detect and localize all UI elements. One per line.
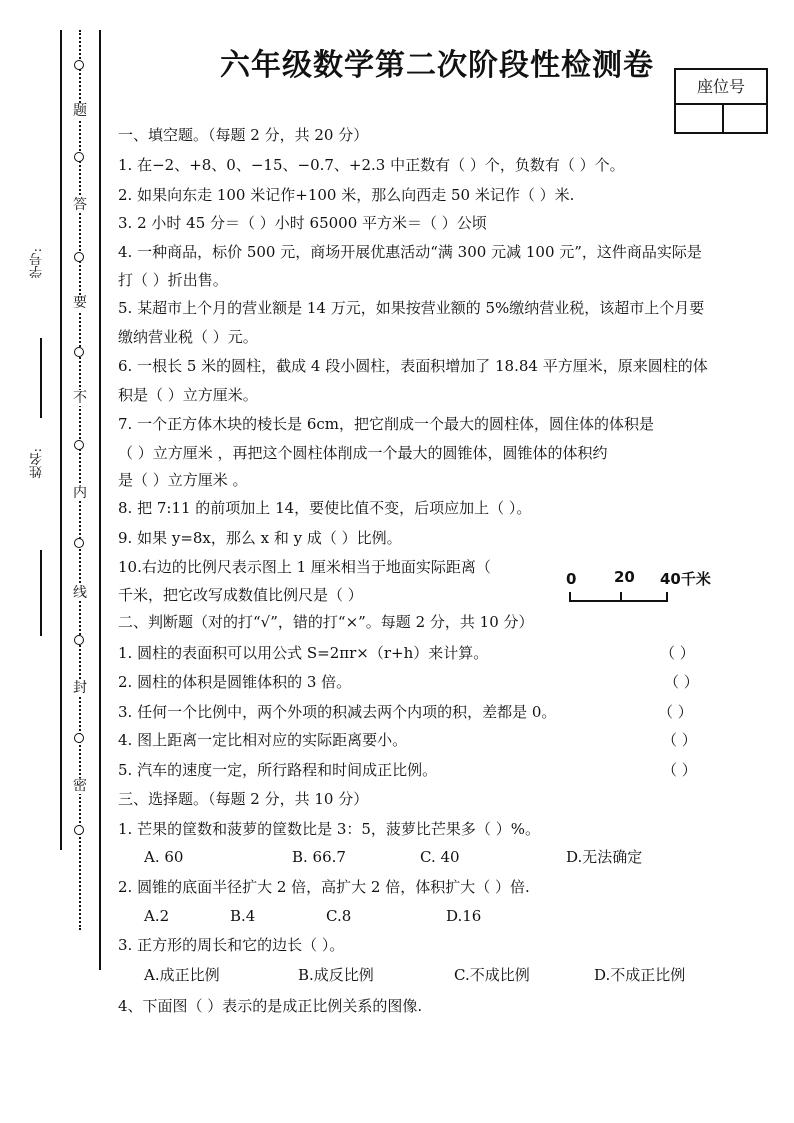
- question-line: 缴纳营业税（ ）元。: [118, 328, 258, 346]
- question-line: 6. 一根长 5 米的圆柱，截成 4 段小圆柱，表面积增加了 18.84 平方厘米，原来圆柱的体: [118, 357, 708, 375]
- binding-outer-line: [60, 30, 62, 850]
- seat-number-cell[interactable]: [720, 103, 766, 132]
- judge-blank[interactable]: （ ）: [664, 673, 699, 691]
- question-line: 10.右边的比例尺表示图上 1 厘米相当于地面实际距离（: [118, 558, 491, 576]
- binding-circle: [74, 635, 84, 645]
- name-field[interactable]: [40, 550, 42, 636]
- seat-number-label: 座位号: [676, 70, 766, 105]
- question-line: 9. 如果 y=8x，那么 x 和 y 成（ ）比例。: [118, 529, 402, 547]
- binding-circle: [74, 440, 84, 450]
- binding-char: 题: [73, 103, 87, 119]
- binding-circle: [74, 152, 84, 162]
- choice-question: 1. 芒果的筐数和菠萝的筐数比是 3：5，菠萝比芒果多（ ）%。: [118, 820, 540, 838]
- question-line: 1. 在−2、+8、0、−15、−0.7、+2.3 中正数有（ ）个，负数有（ ）个。: [118, 156, 625, 174]
- choice-question: 2. 圆锥的底面半径扩大 2 倍，高扩大 2 倍，体积扩大（ ）倍.: [118, 878, 530, 896]
- seat-number-box: [674, 68, 768, 134]
- student-id-field[interactable]: [40, 338, 42, 418]
- section-heading-choice: 三、选择题。（每题 2 分，共 10 分）: [118, 790, 369, 808]
- binding-char: 线: [73, 585, 87, 601]
- choice-question: 3. 正方形的周长和它的边长（ ）。: [118, 936, 345, 954]
- choice-option[interactable]: B. 66.7: [292, 848, 346, 866]
- binding-circle: [74, 538, 84, 548]
- binding-circle: [74, 252, 84, 262]
- binding-circle: [74, 733, 84, 743]
- question-line: （ ）立方厘米 ，再把这个圆柱体削成一个最大的圆锥体，圆锥体的体积约: [118, 444, 608, 462]
- binding-char: 答: [73, 197, 87, 213]
- choice-option[interactable]: A.成正比例: [144, 966, 220, 984]
- scale-bar: [568, 590, 672, 604]
- binding-circle: [74, 60, 84, 70]
- question-line: 2. 如果向东走 100 米记作+100 米，那么向西走 50 米记作（ ）米.: [118, 186, 575, 204]
- binding-inner-line: [99, 30, 101, 970]
- binding-char: 要: [73, 295, 87, 311]
- question-line: 5. 某超市上个月的营业额是 14 万元，如果按营业额的 5%缴纳营业税，该超市上个月要: [118, 299, 705, 317]
- judge-blank[interactable]: （ ）: [660, 644, 695, 662]
- choice-option[interactable]: D.不成正比例: [594, 966, 686, 984]
- judge-item: 3. 任何一个比例中，两个外项的积减去两个内项的积，差都是 0。: [118, 703, 557, 721]
- judge-item: 4. 图上距离一定比相对应的实际距离要小。: [118, 731, 408, 749]
- judge-blank[interactable]: （ ）: [658, 703, 693, 721]
- question-line: 7. 一个正方体木块的棱长是 6cm，把它削成一个最大的圆柱体，圆住体的体积是: [118, 415, 655, 433]
- seat-number-cell[interactable]: [676, 103, 724, 132]
- question-line: 打（ ）折出售。: [118, 271, 228, 289]
- question-line: 4. 一种商品，标价 500 元，商场开展优惠活动“满 300 元减 100 元”，这件商品实际是: [118, 243, 702, 261]
- choice-option[interactable]: B.4: [230, 907, 256, 925]
- student-id-label: 学号:: [30, 248, 45, 279]
- question-line: 千米，把它改写成数值比例尺是（ ）: [118, 586, 363, 604]
- choice-option[interactable]: D.无法确定: [566, 848, 643, 866]
- choice-option[interactable]: A.2: [144, 907, 170, 925]
- choice-option[interactable]: D.16: [446, 907, 482, 925]
- scale-label: 40千米: [660, 570, 711, 588]
- choice-option[interactable]: C.8: [326, 907, 352, 925]
- binding-circle: [74, 347, 84, 357]
- page-title: 六年级数学第二次阶段性检测卷: [220, 48, 654, 83]
- judge-item: 2. 圆柱的体积是圆锥体积的 3 倍。: [118, 673, 352, 691]
- section-heading-judge: 二、判断题（对的打“√”，错的打“×”。每题 2 分，共 10 分）: [118, 613, 534, 631]
- choice-option[interactable]: B.成反比例: [298, 966, 374, 984]
- binding-char: 不: [73, 390, 87, 406]
- judge-blank[interactable]: （ ）: [662, 761, 697, 779]
- question-line: 3. 2 小时 45 分＝（ ）小时 65000 平方米＝（ ）公顷: [118, 214, 487, 232]
- question-line: 是（ ）立方厘米 。: [118, 471, 248, 489]
- choice-question: 4、下面图（ ）表示的是成正比例关系的图像.: [118, 997, 423, 1015]
- choice-option[interactable]: A. 60: [144, 848, 184, 866]
- question-line: 积是（ ）立方厘米。: [118, 386, 258, 404]
- judge-item: 5. 汽车的速度一定，所行路程和时间成正比例。: [118, 761, 438, 779]
- choice-option[interactable]: C.不成比例: [454, 966, 530, 984]
- name-label: 姓名:: [30, 448, 45, 479]
- section-heading-fill: 一、填空题。（每题 2 分，共 20 分）: [118, 126, 369, 144]
- binding-dotted-line: [79, 30, 81, 930]
- binding-char: 封: [73, 680, 87, 696]
- binding-char: 密: [73, 778, 87, 794]
- question-line: 8. 把 7:11 的前项加上 14，要使比值不变，后项应加上（ ）。: [118, 499, 532, 517]
- judge-blank[interactable]: （ ）: [662, 731, 697, 749]
- scale-label: 0: [566, 570, 577, 588]
- judge-item: 1. 圆柱的表面积可以用公式 S=2πr×（r+h）来计算。: [118, 644, 489, 662]
- choice-option[interactable]: C. 40: [420, 848, 460, 866]
- binding-circle: [74, 825, 84, 835]
- scale-label: 20: [614, 568, 635, 586]
- binding-char: 内: [73, 485, 87, 501]
